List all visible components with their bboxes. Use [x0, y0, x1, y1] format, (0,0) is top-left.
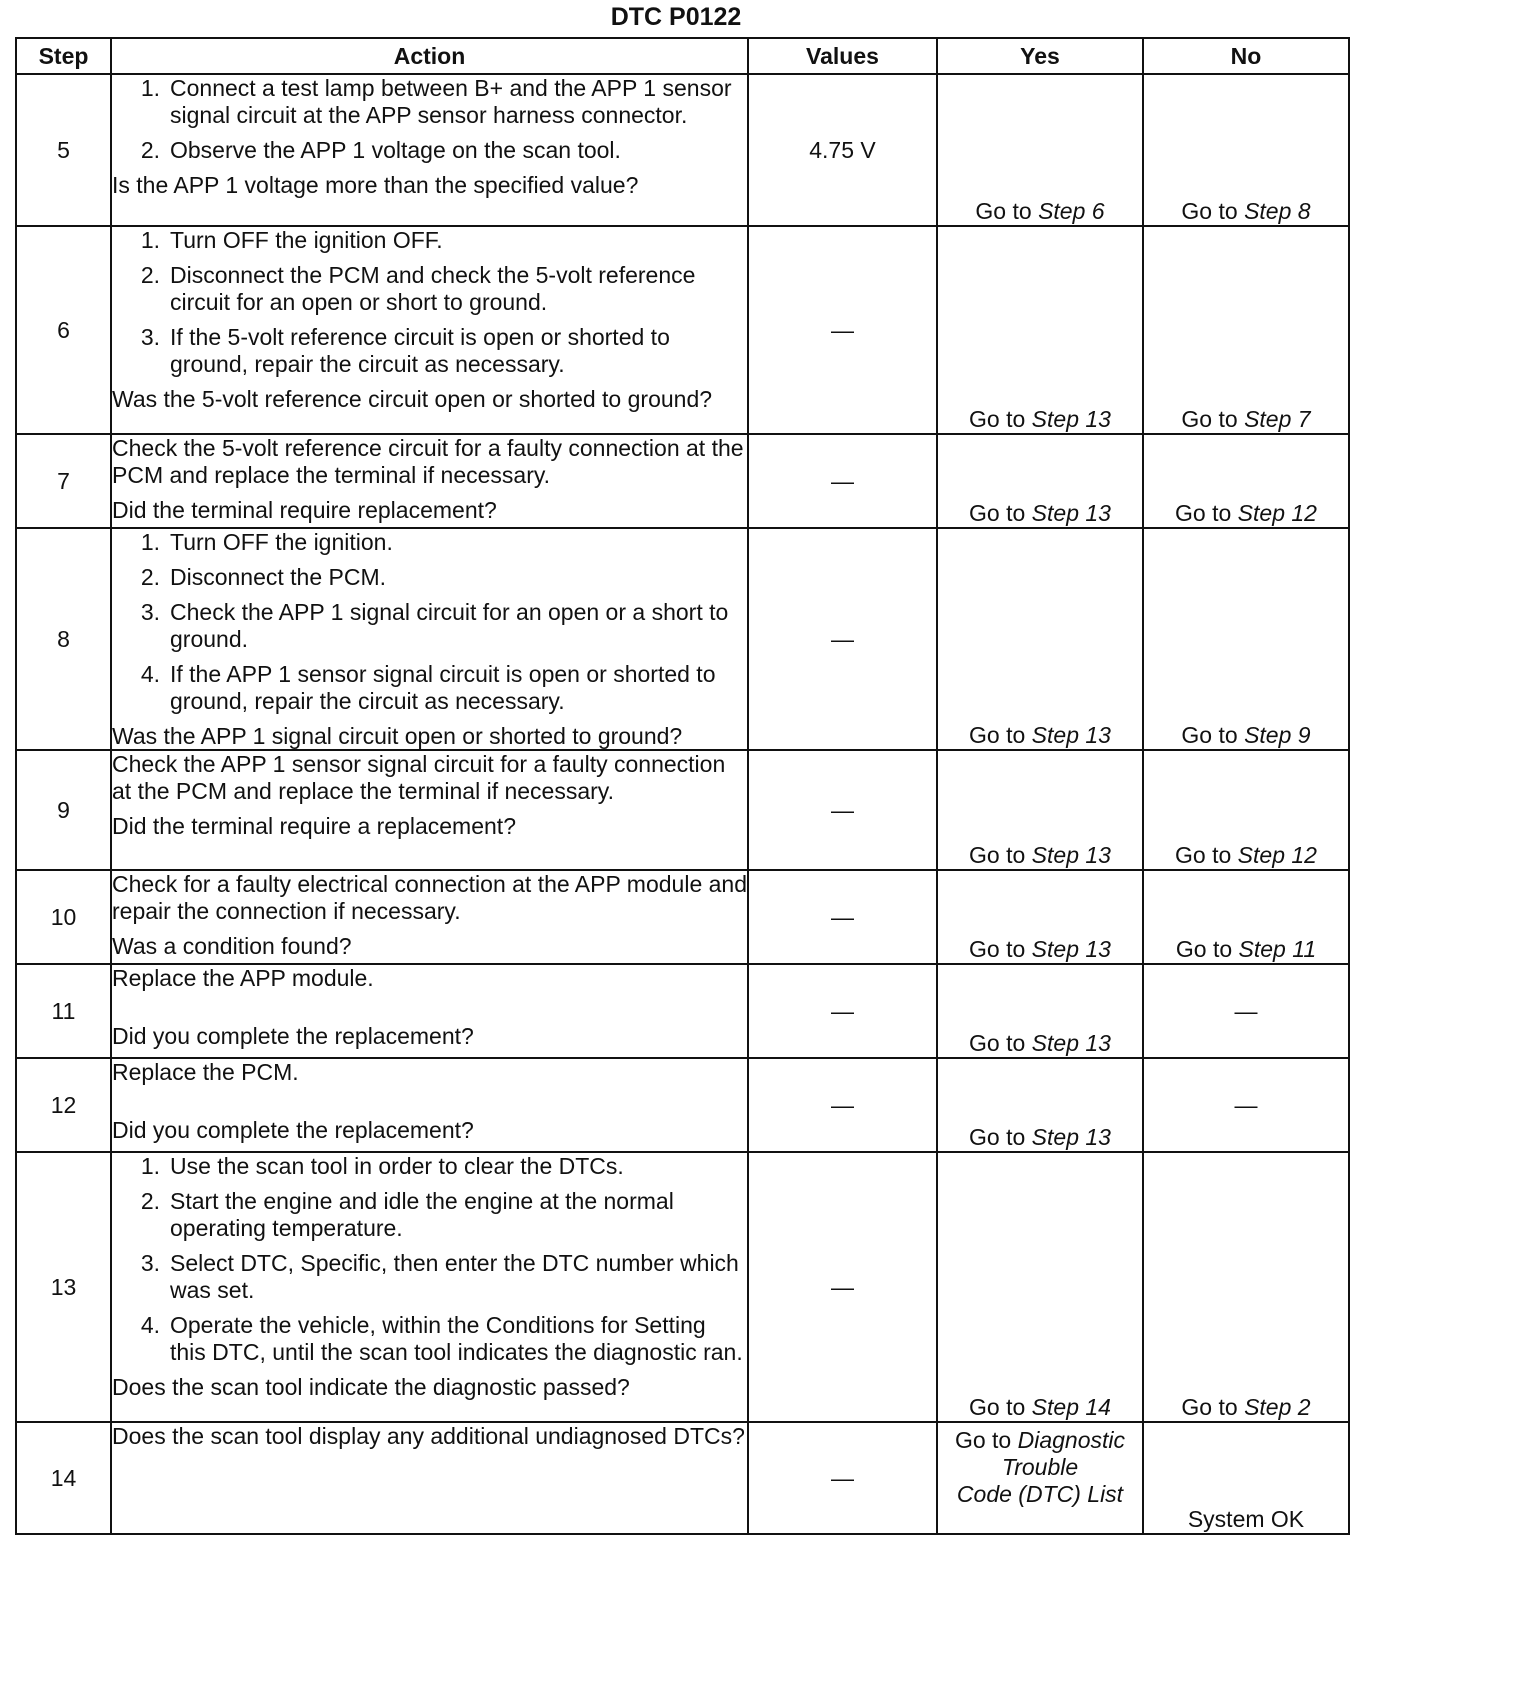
values-cell: —: [748, 964, 937, 1058]
action-item: [112, 529, 747, 556]
goto-step-link[interactable]: Step 13: [1031, 842, 1111, 868]
table-row: [16, 964, 1456, 1058]
goto-dtc-list-link[interactable]: [942, 1427, 1138, 1508]
goto-step-link[interactable]: Step 2: [1244, 1394, 1311, 1420]
header-values: Values: [748, 38, 937, 74]
action-question: Was the 5-volt reference circuit open or shorted to ground?: [112, 386, 713, 412]
action-text: Check the 5-volt reference circuit for a faulty connection at the PCM and replace the terminal if necessary.: [112, 435, 744, 488]
values-cell: —: [748, 434, 937, 528]
action-item-text: If the APP 1 sensor signal circuit is open or shorted to ground, repair the circuit as necessary.: [170, 661, 716, 714]
yes-cell: [937, 74, 1143, 226]
action-cell: [111, 226, 748, 434]
goto-prefix: Go to: [1181, 198, 1238, 224]
action-cell: [111, 1152, 748, 1422]
action-item-number: 2.: [140, 137, 160, 163]
goto-prefix: Go to: [969, 500, 1026, 526]
page-title: DTC P0122: [610, 3, 742, 31]
action-text: Check for a faulty electrical connection at the APP module and repair the connection if necessary.: [112, 871, 748, 924]
action-item-number: 1.: [140, 227, 160, 253]
table-row: [16, 74, 1456, 226]
goto-step-link[interactable]: Step 13: [1031, 500, 1111, 526]
goto-prefix: Go to: [1181, 1394, 1238, 1420]
header-yes: Yes: [937, 38, 1143, 74]
no-cell: —: [1143, 1058, 1349, 1152]
values-cell: —: [748, 1058, 937, 1152]
action-question: Was a condition found?: [112, 933, 352, 959]
yes-cell: [937, 1152, 1143, 1422]
action-item-text: Connect a test lamp between B+ and the APP 1 sensor signal circuit at the APP sensor harness connector.: [170, 75, 732, 128]
table-row: [16, 1152, 1456, 1422]
action-cell: [111, 1422, 748, 1534]
values-cell: 4.75 V: [748, 74, 937, 226]
goto-prefix: Go to: [954, 1427, 1012, 1453]
yes-cell: [937, 750, 1143, 870]
action-item-text: Turn OFF the ignition OFF.: [170, 227, 443, 253]
step-number: 13: [16, 1152, 111, 1422]
table-row: [16, 528, 1456, 750]
step-number: 5: [16, 74, 111, 226]
step-number: 8: [16, 528, 111, 750]
goto-prefix: Go to: [1181, 722, 1238, 748]
goto-step-link[interactable]: Step 13: [1031, 1030, 1111, 1056]
values-cell: —: [748, 870, 937, 964]
action-cell: [111, 870, 748, 964]
goto-prefix: Go to: [1181, 406, 1238, 432]
header-action: Action: [111, 38, 748, 74]
step-number: 12: [16, 1058, 111, 1152]
goto-prefix: Go to: [1175, 842, 1232, 868]
yes-cell: [937, 434, 1143, 528]
action-item-number: 3.: [140, 599, 160, 625]
goto-prefix: Go to: [969, 1124, 1026, 1150]
action-item-text: Start the engine and idle the engine at the normal operating temperature.: [170, 1188, 674, 1241]
action-item-text: Disconnect the PCM and check the 5-volt reference circuit for an open or short to ground.: [170, 262, 696, 315]
yes-cell: [937, 1058, 1143, 1152]
goto-step-link[interactable]: Step 13: [1031, 1124, 1111, 1150]
table-row: [16, 1422, 1456, 1534]
action-item: [112, 1250, 747, 1304]
goto-prefix: Go to: [975, 198, 1032, 224]
step-number: 6: [16, 226, 111, 434]
action-question: Was the APP 1 signal circuit open or shorted to ground?: [112, 723, 683, 749]
action-item-number: 1.: [140, 75, 160, 101]
goto-step-link[interactable]: Step 9: [1244, 722, 1311, 748]
action-item: [112, 599, 747, 653]
no-cell: [1143, 528, 1349, 750]
header-row: [16, 38, 1456, 74]
no-cell: System OK: [1143, 1422, 1349, 1534]
table-row: [16, 870, 1456, 964]
goto-step-link[interactable]: Step 7: [1244, 406, 1311, 432]
action-cell: [111, 74, 748, 226]
goto-prefix: Go to: [969, 1394, 1026, 1420]
action-item: [112, 324, 747, 378]
values-cell: —: [748, 528, 937, 750]
action-item: [112, 262, 747, 316]
table-row: [16, 434, 1456, 528]
goto-step-link[interactable]: Step 13: [1031, 406, 1111, 432]
action-text: Replace the PCM.: [112, 1059, 299, 1085]
yes-cell: [937, 870, 1143, 964]
step-number: 11: [16, 964, 111, 1058]
no-cell: [1143, 434, 1349, 528]
action-item-number: 3.: [140, 1250, 160, 1276]
goto-prefix: Go to: [1175, 936, 1233, 962]
action-item-text: Turn OFF the ignition.: [170, 529, 393, 555]
action-item-text: Disconnect the PCM.: [170, 564, 387, 590]
diagnostic-table: [15, 37, 1457, 1535]
action-cell: [111, 434, 748, 528]
action-cell: [111, 964, 748, 1058]
table-row: [16, 1058, 1456, 1152]
action-item: [112, 1312, 747, 1366]
no-cell: [1143, 750, 1349, 870]
action-question: Does the scan tool display any additional undiagnosed DTCs?: [112, 1423, 745, 1449]
action-item-text: Use the scan tool in order to clear the DTCs.: [170, 1153, 624, 1179]
goto-step-link[interactable]: Step 12: [1237, 500, 1317, 526]
step-number: 9: [16, 750, 111, 870]
goto-link-line: Code (DTC) List: [956, 1481, 1124, 1507]
table-row: [16, 226, 1456, 434]
action-item-number: 1.: [140, 1153, 160, 1179]
action-item: [112, 227, 747, 254]
goto-prefix: Go to: [969, 722, 1026, 748]
yes-cell: [937, 964, 1143, 1058]
action-cell: [111, 1058, 748, 1152]
header-step: Step: [16, 38, 111, 74]
goto-link-line: Trouble: [1001, 1454, 1079, 1480]
action-item-text: If the 5-volt reference circuit is open or shorted to ground, repair the circuit as necessary.: [170, 324, 670, 377]
values-cell: —: [748, 226, 937, 434]
goto-prefix: Go to: [969, 1030, 1026, 1056]
goto-link-line: Diagnostic: [1017, 1427, 1126, 1453]
action-item-number: 1.: [140, 529, 160, 555]
action-question: Is the APP 1 voltage more than the specified value?: [112, 172, 639, 198]
goto-prefix: Go to: [969, 406, 1026, 432]
header-no: No: [1143, 38, 1349, 74]
yes-cell: [937, 528, 1143, 750]
action-item-number: 4.: [140, 1312, 160, 1338]
action-question: Did the terminal require replacement?: [112, 497, 497, 523]
yes-cell: [937, 1422, 1143, 1534]
values-cell: —: [748, 750, 937, 870]
goto-step-link[interactable]: Step 14: [1031, 1394, 1111, 1420]
action-item: [112, 75, 747, 129]
yes-cell: [937, 226, 1143, 434]
action-question: Does the scan tool indicate the diagnostic passed?: [112, 1374, 630, 1400]
action-item-number: 2.: [140, 564, 160, 590]
action-item: [112, 1188, 747, 1242]
action-item-text: Observe the APP 1 voltage on the scan tool.: [170, 137, 621, 163]
goto-prefix: Go to: [969, 842, 1026, 868]
action-question: Did you complete the replacement?: [112, 1023, 474, 1049]
goto-prefix: Go to: [1175, 500, 1232, 526]
goto-step-link[interactable]: Step 13: [1031, 936, 1111, 962]
values-cell: —: [748, 1422, 937, 1534]
action-item-text: Operate the vehicle, within the Conditions for Setting this DTC, until the scan tool indicates the diagnostic ran.: [170, 1312, 743, 1365]
action-item-number: 2.: [140, 262, 160, 288]
goto-step-link[interactable]: Step 6: [1038, 198, 1105, 224]
goto-step-link[interactable]: Step 11: [1238, 936, 1317, 962]
action-item: [112, 1153, 747, 1180]
action-item-number: 2.: [140, 1188, 160, 1214]
action-item-text: Check the APP 1 signal circuit for an open or a short to ground.: [170, 599, 729, 652]
no-cell: [1143, 870, 1349, 964]
no-cell: [1143, 226, 1349, 434]
step-number: 14: [16, 1422, 111, 1534]
action-text: Replace the APP module.: [112, 965, 374, 991]
action-item-text: Select DTC, Specific, then enter the DTC number which was set.: [170, 1250, 739, 1303]
action-cell: [111, 528, 748, 750]
action-item: [112, 564, 747, 591]
no-cell: [1143, 74, 1349, 226]
goto-step-link[interactable]: Step 12: [1237, 842, 1317, 868]
action-text: Check the APP 1 sensor signal circuit for a faulty connection at the PCM and replace the terminal if necessary.: [112, 751, 726, 804]
goto-step-link[interactable]: Step 8: [1244, 198, 1311, 224]
table-row: [16, 750, 1456, 870]
action-item: [112, 137, 747, 164]
no-cell: —: [1143, 964, 1349, 1058]
step-number: 10: [16, 870, 111, 964]
action-question: Did the terminal require a replacement?: [112, 813, 516, 839]
action-item-number: 3.: [140, 324, 160, 350]
no-cell: [1143, 1152, 1349, 1422]
goto-prefix: Go to: [969, 936, 1026, 962]
action-question: Did you complete the replacement?: [112, 1117, 474, 1143]
action-cell: [111, 750, 748, 870]
action-item: [112, 661, 747, 715]
values-cell: —: [748, 1152, 937, 1422]
goto-step-link[interactable]: Step 13: [1031, 722, 1111, 748]
action-item-number: 4.: [140, 661, 160, 687]
step-number: 7: [16, 434, 111, 528]
